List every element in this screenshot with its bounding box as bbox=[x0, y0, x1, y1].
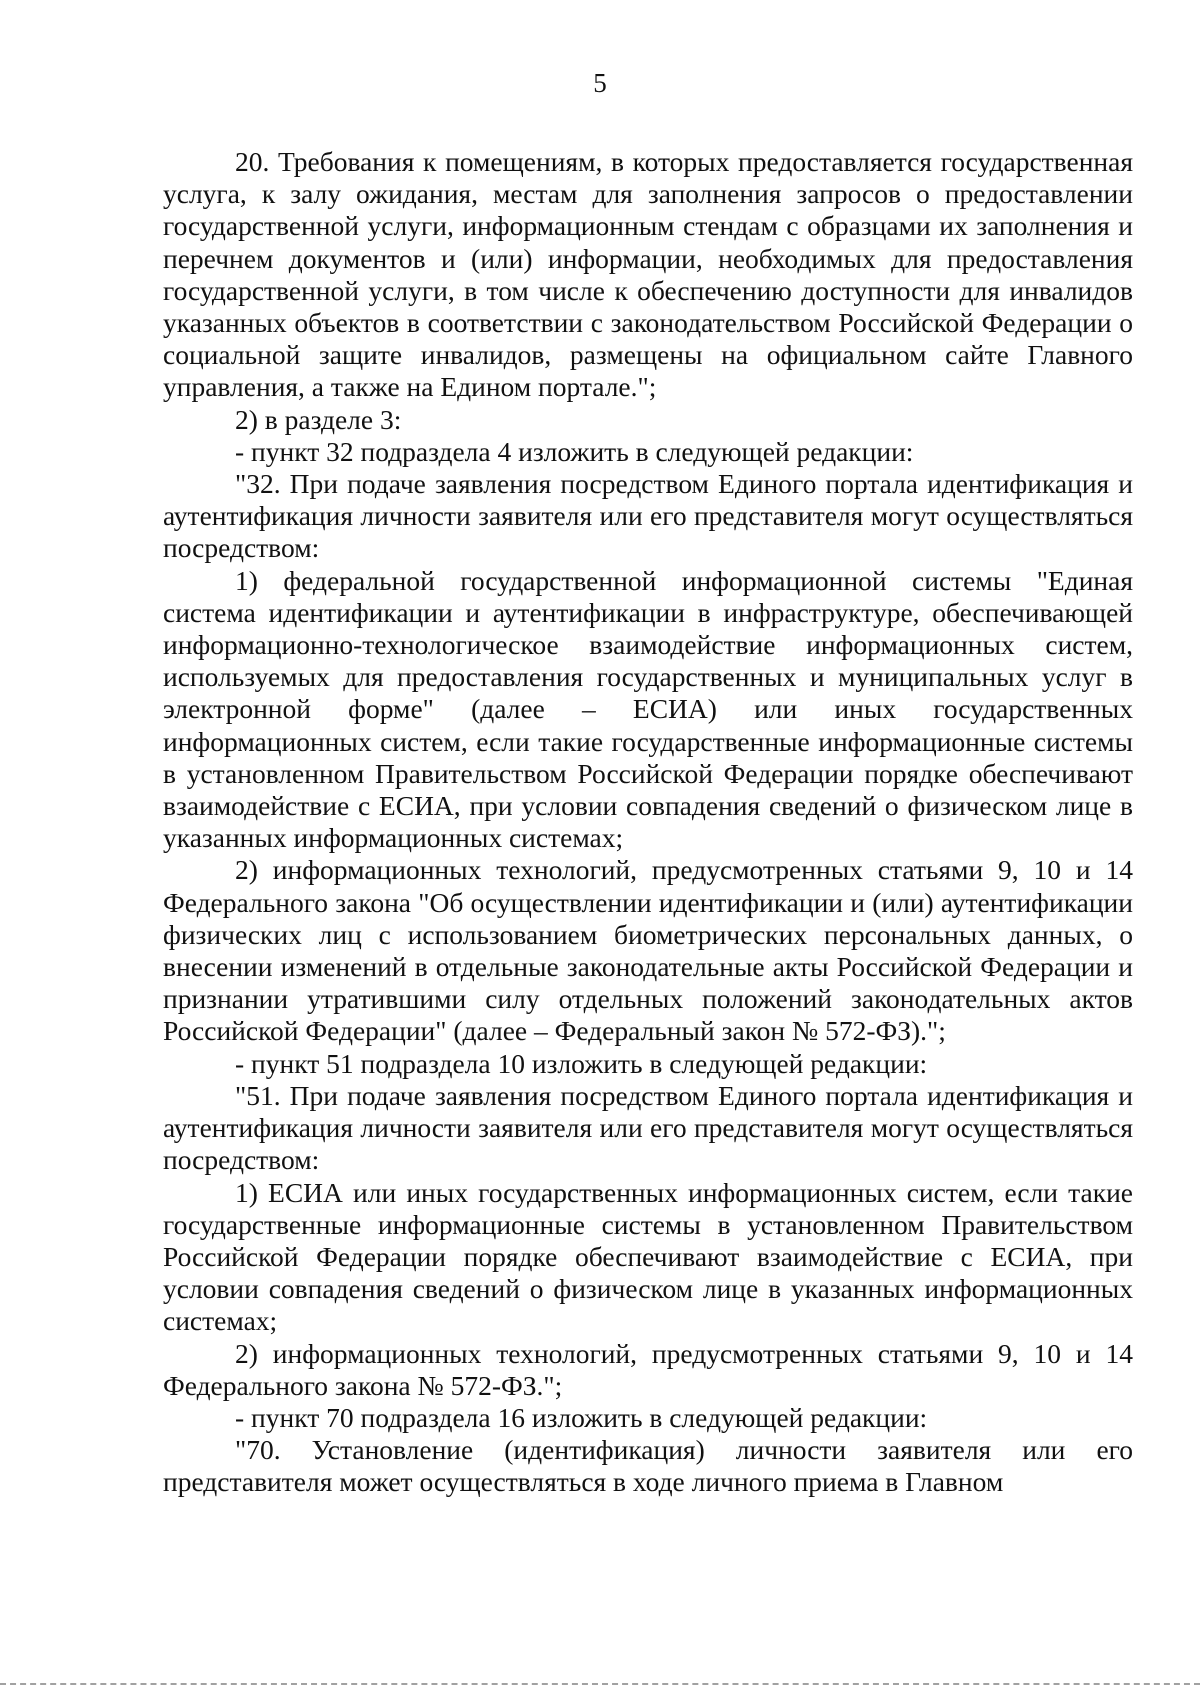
paragraph-item-20-requirements: 20. Требования к помещениям, в которых предоставляется государственная услуга, к залу ожидания, местам для заполнения запросов о предоставлении государственной услуги, информационным стендам с образцами их заполнения и перечнем документов и (или) информации, необходимых для предоставления государственной услуги, в том числе к обеспечению доступности для инвалидов указанных объектов в соответствии с законодательством Российской Федерации о социальной защите инвалидов, размещены на официальном сайте Главного управления, а также на Едином портале."; bbox=[163, 146, 1133, 403]
paragraph-item-32-intro: - пункт 32 подраздела 4 изложить в следующей редакции: bbox=[235, 435, 914, 467]
paragraph-section-3-heading: 2) в разделе 3: bbox=[235, 403, 402, 435]
paragraph-item-70: "70. Установление (идентификация) личности заявителя или его представителя может осуществляться в ходе личного приема в Главном bbox=[163, 1434, 1133, 1498]
paragraph-item-51-point-2: 2) информационных технологий, предусмотренных статьями 9, 10 и 14 Федерального закона № 572-ФЗ."; bbox=[163, 1337, 1133, 1401]
document-body bbox=[163, 146, 1133, 1499]
paragraph-item-70-intro: - пункт 70 подраздела 16 изложить в следующей редакции: bbox=[235, 1401, 928, 1433]
paragraph-item-32-point-2: 2) информационных технологий, предусмотренных статьями 9, 10 и 14 Федерального закона "Об осуществлении идентификации и (или) аутентификации физических лиц с использованием биометрических персональных данных, о внесении изменений в отдельные законодательные акты Российской Федерации и признании утратившими силу отдельных положений законодательных актов Российской Федерации" (далее – Федеральный закон № 572-ФЗ)."; bbox=[163, 854, 1133, 1047]
paragraph-item-51-point-1: 1) ЕСИА или иных государственных информационных систем, если такие государственные информационные системы в установленном Правительством Российской Федерации порядке обеспечивают взаимодействие с ЕСИА, при условии совпадения сведений о физическом лице в указанных информационных системах; bbox=[163, 1176, 1133, 1337]
page-number: 5 bbox=[593, 68, 607, 98]
paragraph-item-51-intro: - пункт 51 подраздела 10 изложить в следующей редакции: bbox=[235, 1047, 928, 1079]
paragraph-item-32-point-1: 1) федеральной государственной информационной системы "Единая система идентификации и аутентификации в инфраструктуре, обеспечивающей информационно-технологическое взаимодействие информационных систем, используемых для предоставления государственных и муниципальных услуг в электронной форме" (далее – ЕСИА) или иных государственных информационных систем, если такие государственные информационные системы в установленном Правительством Российской Федерации порядке обеспечивают взаимодействие с ЕСИА, при условии совпадения сведений о физическом лице в указанных информационных системах; bbox=[163, 564, 1133, 854]
paragraph-item-32: "32. При подаче заявления посредством Единого портала идентификация и аутентификация личности заявителя или его представителя могут осуществляться посредством: bbox=[163, 468, 1133, 564]
scan-bottom-edge bbox=[0, 1683, 1200, 1685]
paragraph-item-51: "51. При подаче заявления посредством Единого портала идентификация и аутентификация личности заявителя или его представителя могут осуществляться посредством: bbox=[163, 1079, 1133, 1176]
